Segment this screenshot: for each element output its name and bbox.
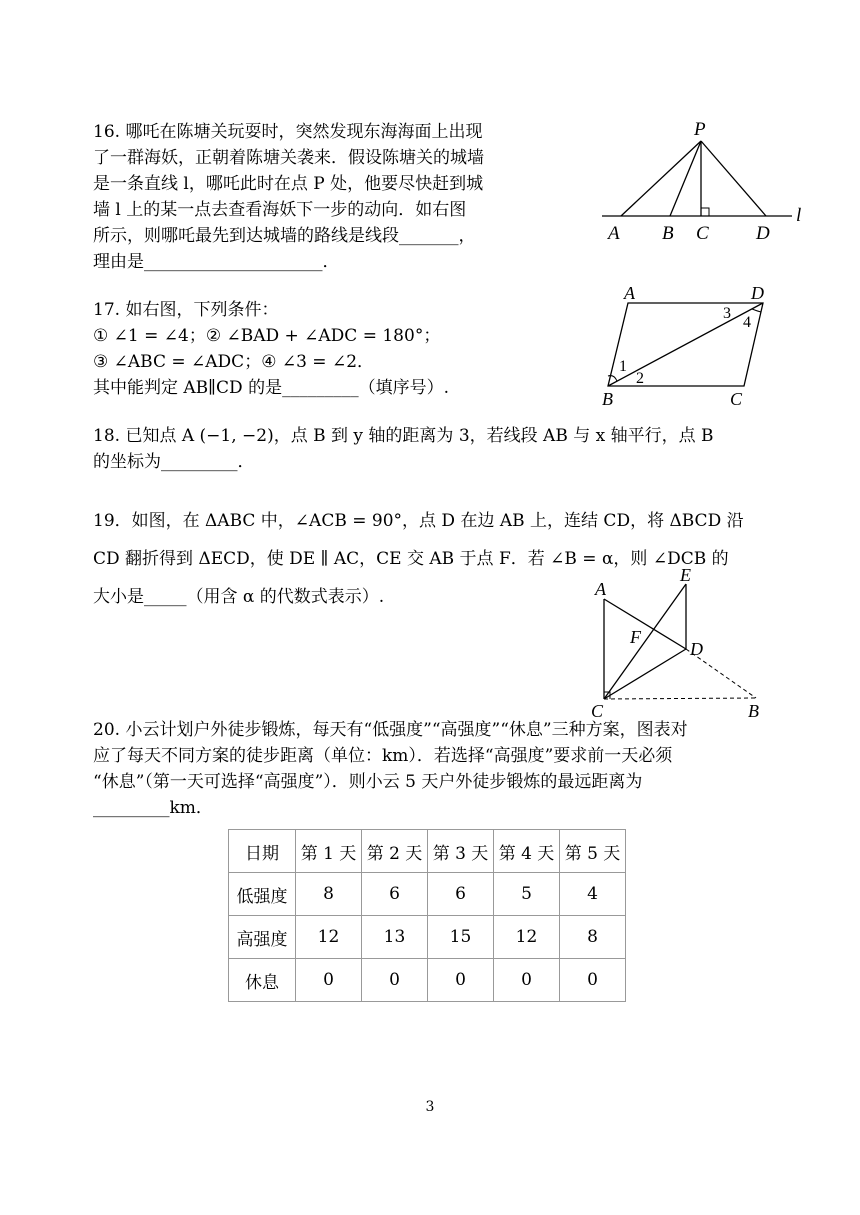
table-cell: 5 xyxy=(494,873,560,916)
header-cell: 日期 xyxy=(229,830,296,873)
q17-line: ① ∠1 = ∠4；② ∠BAD + ∠ADC = 180°； xyxy=(93,326,441,346)
label-A: A xyxy=(595,579,606,599)
angle-4: 4 xyxy=(743,314,751,331)
q16-line: 墙 l 上的某一点去查看海妖下一步的动向．如右图 xyxy=(93,200,467,220)
row-label-cell: 休息 xyxy=(229,959,296,1002)
q16-line: 16. 哪吒在陈塘关玩耍时，突然发现东海海面上出现 xyxy=(93,122,483,142)
q16-line: 所示，则哪吒最先到达城墙的路线是线段_______， xyxy=(93,226,476,246)
table-cell: 0 xyxy=(296,959,362,1002)
table-cell: 6 xyxy=(428,873,494,916)
table-cell: 12 xyxy=(494,916,560,959)
table-row xyxy=(229,873,626,916)
row-label-cell: 高强度 xyxy=(229,916,296,959)
q20-line: 应了每天不同方案的徒步距离（单位：km）．若选择“高强度”要求前一天必须 xyxy=(93,746,673,766)
label-C: C xyxy=(730,389,743,409)
table-cell: 8 xyxy=(296,873,362,916)
q20-line: “休息”（第一天可选择“高强度”）．则小云 5 天户外徒步锻炼的最远距离为 xyxy=(93,772,643,792)
label-B: B xyxy=(662,223,674,244)
q18-line: 的坐标为_________． xyxy=(93,452,255,472)
label-E: E xyxy=(680,565,691,585)
q17-line: 17. 如右图，下列条件： xyxy=(93,300,279,320)
table-cell: 0 xyxy=(560,959,626,1002)
q16-line: 是一条直线 l，哪吒此时在点 P 处，他要尽快赶到城 xyxy=(93,174,484,194)
label-C: C xyxy=(696,223,709,244)
q20-line: _________km． xyxy=(93,798,213,818)
table-cell: 0 xyxy=(428,959,494,1002)
hiking-distance-table xyxy=(228,829,626,1002)
table-cell: 0 xyxy=(494,959,560,1002)
table-row xyxy=(229,916,626,959)
header-cell: 第 2 天 xyxy=(362,830,428,873)
label-B: B xyxy=(748,701,759,721)
q20-line: 20. 小云计划户外徒步锻炼，每天有“低强度”“高强度”“休息”三种方案，图表对 xyxy=(93,720,688,740)
angle-2: 2 xyxy=(636,370,644,387)
q16-figure xyxy=(596,115,816,245)
q17-line: 其中能判定 AB∥CD 的是_________（填序号）. xyxy=(93,378,449,398)
q19-line: 大小是_____（用含 α 的代数式表示）. xyxy=(93,587,385,607)
label-D: D xyxy=(756,223,770,244)
question-20 xyxy=(93,717,688,821)
table-cell: 13 xyxy=(362,916,428,959)
table-header-row xyxy=(229,830,626,873)
header-cell: 第 3 天 xyxy=(428,830,494,873)
table-cell: 12 xyxy=(296,916,362,959)
q19-line: 19．如图，在 ΔABC 中，∠ACB = 90°，点 D 在边 AB 上，连结 CD，将 ΔBCD 沿 xyxy=(93,511,744,531)
q17-line: ③ ∠ABC = ∠ADC；④ ∠3 = ∠2． xyxy=(93,352,375,372)
label-P: P xyxy=(694,119,706,140)
table-cell: 4 xyxy=(560,873,626,916)
q16-line: 了一群海妖，正朝着陈塘关袭来．假设陈塘关的城墙 xyxy=(93,148,484,168)
header-cell: 第 5 天 xyxy=(560,830,626,873)
label-B: B xyxy=(602,389,613,409)
table-cell: 15 xyxy=(428,916,494,959)
label-C: C xyxy=(591,701,604,721)
label-D: D xyxy=(751,283,764,303)
angle-1: 1 xyxy=(619,358,627,375)
label-D: D xyxy=(690,639,703,659)
table-row xyxy=(229,959,626,1002)
table-cell: 8 xyxy=(560,916,626,959)
question-16 xyxy=(93,119,484,275)
table-cell: 6 xyxy=(362,873,428,916)
label-A: A xyxy=(608,223,620,244)
header-cell: 第 4 天 xyxy=(494,830,560,873)
question-18 xyxy=(93,423,714,475)
q16-line: 理由是_____________________． xyxy=(93,252,340,272)
angle-3: 3 xyxy=(723,305,731,322)
table-cell: 0 xyxy=(362,959,428,1002)
page-number: 3 xyxy=(425,1099,435,1115)
label-l: l xyxy=(796,205,802,226)
header-cell: 第 1 天 xyxy=(296,830,362,873)
question-17 xyxy=(93,297,449,401)
label-F: F xyxy=(630,627,641,647)
row-label-cell: 低强度 xyxy=(229,873,296,916)
q17-figure xyxy=(596,282,776,412)
q18-line: 18. 已知点 A (−1, −2)，点 B 到 y 轴的距离为 3，若线段 AB 与 x 轴平行，点 B xyxy=(93,426,714,446)
q19-line: CD 翻折得到 ΔECD，使 DE ∥ AC，CE 交 AB 于点 F．若 ∠B = α，则 ∠DCB 的 xyxy=(93,549,729,569)
label-A: A xyxy=(624,283,635,303)
q19-figure xyxy=(588,565,778,725)
